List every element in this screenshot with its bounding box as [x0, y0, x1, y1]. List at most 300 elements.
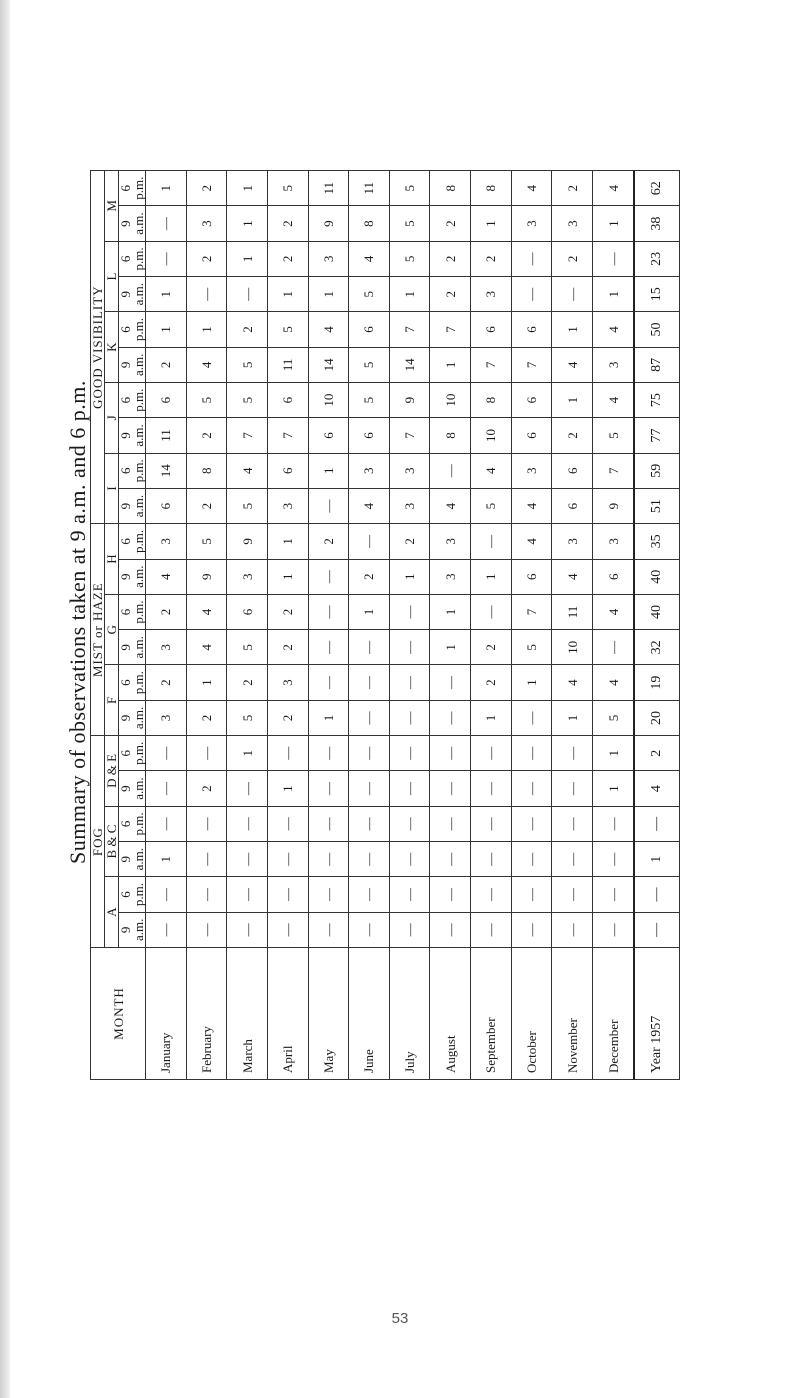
- count-cell: 2: [267, 630, 308, 665]
- hour-label: 6: [118, 396, 133, 404]
- count-cell: 1: [471, 559, 512, 594]
- count-cell: 6: [511, 559, 552, 594]
- count-cell: 7: [511, 594, 552, 629]
- count-cell: 1: [308, 277, 349, 312]
- period-label: a.m.: [131, 424, 146, 447]
- period-label: p.m.: [131, 600, 146, 624]
- count-cell: 7: [227, 418, 268, 453]
- count-cell: 4: [511, 171, 552, 206]
- count-cell: 5: [186, 383, 227, 418]
- count-cell: 6: [511, 312, 552, 347]
- period-label: p.m.: [131, 882, 146, 907]
- group-header: D & E: [105, 736, 119, 807]
- hour-label: 9: [118, 926, 133, 934]
- count-cell: —: [471, 806, 512, 841]
- hour-label: 6: [118, 608, 133, 616]
- month-label: July: [389, 948, 430, 1080]
- count-cell: 1: [267, 559, 308, 594]
- time-subheader: [119, 630, 146, 665]
- count-cell: —: [511, 877, 552, 912]
- count-cell: 6: [227, 594, 268, 629]
- count-cell: 1: [146, 312, 187, 347]
- count-cell: —: [227, 806, 268, 841]
- count-cell: 6: [511, 383, 552, 418]
- scan-edge: [0, 0, 10, 1398]
- count-cell: 20: [634, 700, 679, 735]
- count-cell: 1: [227, 241, 268, 276]
- count-cell: 2: [267, 241, 308, 276]
- count-cell: —: [389, 842, 430, 877]
- count-cell: 2: [430, 206, 471, 241]
- count-cell: 1: [308, 700, 349, 735]
- count-cell: 2: [186, 488, 227, 523]
- count-cell: —: [349, 806, 390, 841]
- count-cell: —: [430, 665, 471, 700]
- count-cell: —: [308, 842, 349, 877]
- count-cell: —: [146, 912, 187, 947]
- month-label: November: [552, 948, 593, 1080]
- count-cell: 5: [349, 277, 390, 312]
- hour-label: 6: [118, 467, 133, 475]
- count-cell: 3: [471, 277, 512, 312]
- count-cell: 4: [349, 241, 390, 276]
- table-title: Summary of observations taken at 9 a.m. and 6 p.m.: [65, 380, 90, 864]
- month-label: September: [471, 948, 512, 1080]
- count-cell: 2: [430, 277, 471, 312]
- count-cell: 4: [227, 453, 268, 488]
- count-cell: 5: [267, 312, 308, 347]
- page-number: 53: [391, 1310, 409, 1327]
- count-cell: —: [349, 665, 390, 700]
- count-cell: 3: [186, 206, 227, 241]
- count-cell: —: [552, 912, 593, 947]
- count-cell: —: [552, 842, 593, 877]
- group-header: L: [105, 241, 119, 312]
- count-cell: —: [471, 912, 512, 947]
- count-cell: 3: [511, 206, 552, 241]
- count-cell: 6: [349, 418, 390, 453]
- count-cell: 3: [430, 559, 471, 594]
- count-cell: 4: [511, 488, 552, 523]
- count-cell: 4: [186, 594, 227, 629]
- time-subheader: [119, 665, 146, 700]
- time-subheader: [119, 383, 146, 418]
- count-cell: 3: [267, 488, 308, 523]
- table-row: [592, 171, 634, 1080]
- count-cell: 5: [227, 347, 268, 382]
- count-cell: —: [349, 700, 390, 735]
- period-label: p.m.: [131, 317, 146, 342]
- month-label: June: [349, 948, 390, 1080]
- hour-label: 6: [118, 255, 133, 263]
- count-cell: —: [308, 665, 349, 700]
- count-cell: 38: [634, 206, 679, 241]
- month-label: Year 1957: [634, 948, 679, 1080]
- count-cell: 2: [146, 594, 187, 629]
- time-subheader: [119, 453, 146, 488]
- count-cell: 1: [267, 524, 308, 559]
- count-cell: —: [349, 736, 390, 771]
- period-label: p.m.: [131, 388, 146, 412]
- hour-label: 6: [118, 679, 133, 686]
- month-label: December: [592, 948, 634, 1080]
- count-cell: 4: [552, 665, 593, 700]
- count-cell: 1: [308, 453, 349, 488]
- hour-label: 9: [118, 290, 133, 298]
- hour-label: 6: [118, 184, 133, 192]
- count-cell: —: [227, 277, 268, 312]
- hour-label: 6: [118, 326, 133, 333]
- count-cell: 7: [592, 453, 634, 488]
- count-cell: —: [389, 771, 430, 806]
- count-cell: 2: [430, 241, 471, 276]
- hour-label: 9: [118, 361, 133, 369]
- count-cell: 1: [471, 206, 512, 241]
- count-cell: —: [471, 842, 512, 877]
- period-label: a.m.: [131, 848, 146, 871]
- count-cell: —: [511, 241, 552, 276]
- count-cell: 10: [430, 383, 471, 418]
- count-cell: 4: [308, 312, 349, 347]
- count-cell: 1: [552, 700, 593, 735]
- period-label: p.m.: [131, 812, 146, 836]
- count-cell: —: [389, 877, 430, 912]
- month-label: October: [511, 948, 552, 1080]
- mist-haze-header: MIST or HAZE: [91, 524, 105, 736]
- count-cell: 14: [389, 347, 430, 382]
- count-cell: 5: [389, 206, 430, 241]
- table-row: [430, 171, 471, 1080]
- count-cell: —: [146, 877, 187, 912]
- count-cell: 2: [349, 559, 390, 594]
- count-cell: —: [308, 877, 349, 912]
- count-cell: —: [430, 912, 471, 947]
- visibility-summary-table: [90, 170, 680, 1080]
- count-cell: 50: [634, 312, 679, 347]
- table-row: [349, 171, 390, 1080]
- count-cell: 6: [308, 418, 349, 453]
- count-cell: 3: [308, 241, 349, 276]
- count-cell: 5: [592, 700, 634, 735]
- group-header: K: [105, 312, 119, 383]
- count-cell: 4: [592, 665, 634, 700]
- count-cell: —: [349, 912, 390, 947]
- time-subheader: [119, 594, 146, 629]
- count-cell: 3: [146, 630, 187, 665]
- period-label: p.m.: [131, 459, 146, 483]
- count-cell: 7: [511, 347, 552, 382]
- hour-label: 9: [118, 432, 133, 439]
- month-label: May: [308, 948, 349, 1080]
- count-cell: 8: [186, 453, 227, 488]
- count-cell: 75: [634, 383, 679, 418]
- count-cell: 6: [511, 418, 552, 453]
- count-cell: 2: [552, 418, 593, 453]
- month-label: March: [227, 948, 268, 1080]
- month-label: April: [267, 948, 308, 1080]
- count-cell: —: [186, 842, 227, 877]
- period-label: p.m.: [131, 741, 146, 765]
- count-cell: 1: [552, 312, 593, 347]
- group-header: H: [105, 524, 119, 595]
- count-cell: —: [146, 241, 187, 276]
- count-cell: 7: [389, 312, 430, 347]
- count-cell: 6: [146, 488, 187, 523]
- count-cell: —: [186, 277, 227, 312]
- time-subheader: [119, 912, 146, 947]
- count-cell: 4: [186, 630, 227, 665]
- count-cell: —: [146, 206, 187, 241]
- count-cell: 5: [227, 630, 268, 665]
- fog-header: FOG: [91, 736, 105, 948]
- table-row: [511, 171, 552, 1080]
- count-cell: 4: [511, 524, 552, 559]
- count-cell: 40: [634, 559, 679, 594]
- count-cell: 6: [349, 312, 390, 347]
- count-cell: 8: [349, 206, 390, 241]
- time-subheader: [119, 418, 146, 453]
- count-cell: 1: [430, 594, 471, 629]
- count-cell: 35: [634, 524, 679, 559]
- count-cell: 6: [146, 383, 187, 418]
- count-cell: —: [471, 736, 512, 771]
- time-subheader: [119, 312, 146, 347]
- count-cell: 40: [634, 594, 679, 629]
- count-cell: —: [634, 912, 679, 947]
- count-cell: 4: [146, 559, 187, 594]
- count-cell: —: [146, 806, 187, 841]
- count-cell: —: [389, 594, 430, 629]
- count-cell: 2: [634, 736, 679, 771]
- count-cell: 14: [308, 347, 349, 382]
- count-cell: —: [308, 594, 349, 629]
- count-cell: 10: [471, 418, 512, 453]
- count-cell: 1: [186, 665, 227, 700]
- count-cell: 5: [389, 171, 430, 206]
- count-cell: 5: [227, 383, 268, 418]
- hour-label: 6: [118, 891, 133, 898]
- count-cell: —: [430, 806, 471, 841]
- count-cell: —: [349, 771, 390, 806]
- count-cell: 5: [227, 700, 268, 735]
- period-label: p.m.: [131, 529, 146, 553]
- count-cell: 3: [592, 347, 634, 382]
- count-cell: 4: [349, 488, 390, 523]
- hour-label: 6: [118, 820, 133, 828]
- month-label: February: [186, 948, 227, 1080]
- count-cell: 4: [471, 453, 512, 488]
- hour-label: 6: [118, 538, 133, 545]
- count-cell: —: [308, 630, 349, 665]
- count-cell: —: [592, 877, 634, 912]
- count-cell: 9: [227, 524, 268, 559]
- count-cell: —: [511, 736, 552, 771]
- count-cell: 2: [146, 665, 187, 700]
- time-subheader: [119, 559, 146, 594]
- count-cell: —: [511, 277, 552, 312]
- group-header: G: [105, 594, 119, 665]
- count-cell: 5: [511, 630, 552, 665]
- count-cell: —: [552, 806, 593, 841]
- hour-label: 9: [118, 644, 133, 651]
- period-label: a.m.: [131, 565, 146, 588]
- count-cell: 11: [552, 594, 593, 629]
- period-label: a.m.: [131, 777, 146, 800]
- count-cell: 1: [227, 171, 268, 206]
- count-cell: 4: [592, 594, 634, 629]
- count-cell: —: [227, 842, 268, 877]
- count-cell: 7: [471, 347, 512, 382]
- count-cell: —: [267, 806, 308, 841]
- count-cell: —: [552, 277, 593, 312]
- hour-label: 9: [118, 855, 133, 863]
- count-cell: 1: [634, 842, 679, 877]
- count-cell: 7: [430, 312, 471, 347]
- count-cell: 1: [592, 736, 634, 771]
- count-cell: 1: [592, 771, 634, 806]
- count-cell: 1: [430, 347, 471, 382]
- count-cell: —: [349, 630, 390, 665]
- count-cell: —: [308, 771, 349, 806]
- count-cell: —: [430, 700, 471, 735]
- count-cell: 3: [146, 700, 187, 735]
- count-cell: 4: [552, 347, 593, 382]
- time-subheader: [119, 806, 146, 841]
- count-cell: —: [592, 630, 634, 665]
- table-row: [227, 171, 268, 1080]
- count-cell: —: [552, 736, 593, 771]
- count-cell: 2: [186, 700, 227, 735]
- count-cell: —: [349, 842, 390, 877]
- count-cell: 19: [634, 665, 679, 700]
- count-cell: 1: [389, 559, 430, 594]
- time-subheader: [119, 771, 146, 806]
- count-cell: 3: [552, 524, 593, 559]
- count-cell: —: [389, 665, 430, 700]
- count-cell: —: [186, 736, 227, 771]
- count-cell: —: [349, 877, 390, 912]
- count-cell: —: [430, 842, 471, 877]
- count-cell: 4: [592, 312, 634, 347]
- count-cell: 1: [552, 383, 593, 418]
- month-label: August: [430, 948, 471, 1080]
- count-cell: 2: [186, 171, 227, 206]
- count-cell: —: [471, 524, 512, 559]
- count-cell: 2: [389, 524, 430, 559]
- count-cell: —: [227, 912, 268, 947]
- count-cell: —: [146, 771, 187, 806]
- table-row: [186, 171, 227, 1080]
- count-cell: 5: [592, 418, 634, 453]
- count-cell: 59: [634, 453, 679, 488]
- period-label: p.m.: [131, 671, 146, 695]
- period-label: a.m.: [131, 636, 146, 659]
- count-cell: —: [471, 771, 512, 806]
- group-header: B & C: [105, 806, 119, 877]
- count-cell: —: [186, 806, 227, 841]
- count-cell: 1: [592, 277, 634, 312]
- table-row: [146, 171, 187, 1080]
- count-cell: —: [267, 877, 308, 912]
- count-cell: 3: [511, 453, 552, 488]
- count-cell: 4: [430, 488, 471, 523]
- count-cell: 2: [471, 665, 512, 700]
- count-cell: —: [308, 736, 349, 771]
- count-cell: 11: [349, 171, 390, 206]
- count-cell: —: [308, 559, 349, 594]
- count-cell: 7: [389, 418, 430, 453]
- count-cell: —: [389, 736, 430, 771]
- period-label: p.m.: [131, 247, 146, 271]
- count-cell: —: [308, 912, 349, 947]
- count-cell: —: [186, 912, 227, 947]
- count-cell: —: [389, 806, 430, 841]
- count-cell: 4: [592, 171, 634, 206]
- period-label: a.m.: [131, 212, 146, 235]
- count-cell: 3: [349, 453, 390, 488]
- count-cell: 8: [430, 418, 471, 453]
- count-cell: 77: [634, 418, 679, 453]
- count-cell: 3: [552, 206, 593, 241]
- table-row: [552, 171, 593, 1080]
- table-row: [389, 171, 430, 1080]
- count-cell: 2: [471, 630, 512, 665]
- count-cell: 1: [349, 594, 390, 629]
- count-cell: 10: [308, 383, 349, 418]
- month-header: MONTH: [91, 948, 146, 1080]
- count-cell: —: [634, 806, 679, 841]
- count-cell: 5: [227, 488, 268, 523]
- count-cell: —: [430, 771, 471, 806]
- count-cell: —: [592, 241, 634, 276]
- table-row: [267, 171, 308, 1080]
- count-cell: 23: [634, 241, 679, 276]
- table-row: [634, 171, 679, 1080]
- count-cell: 3: [389, 488, 430, 523]
- period-label: p.m.: [131, 176, 146, 200]
- count-cell: 5: [267, 171, 308, 206]
- count-cell: 3: [430, 524, 471, 559]
- time-subheader: [119, 277, 146, 312]
- hour-label: 9: [118, 714, 133, 722]
- count-cell: 3: [227, 559, 268, 594]
- count-cell: —: [430, 877, 471, 912]
- count-cell: 5: [349, 347, 390, 382]
- count-cell: —: [511, 771, 552, 806]
- count-cell: 1: [511, 665, 552, 700]
- count-cell: 5: [471, 488, 512, 523]
- group-header: J: [105, 383, 119, 454]
- count-cell: 5: [389, 241, 430, 276]
- count-cell: 3: [146, 524, 187, 559]
- count-cell: 11: [267, 347, 308, 382]
- group-header: F: [105, 665, 119, 736]
- count-cell: 11: [146, 418, 187, 453]
- count-cell: —: [511, 700, 552, 735]
- count-cell: —: [592, 842, 634, 877]
- count-cell: 2: [267, 206, 308, 241]
- count-cell: —: [227, 771, 268, 806]
- count-cell: 2: [552, 171, 593, 206]
- count-cell: 11: [308, 171, 349, 206]
- count-cell: 51: [634, 488, 679, 523]
- count-cell: 5: [349, 383, 390, 418]
- hour-label: 9: [118, 573, 133, 580]
- count-cell: 9: [186, 559, 227, 594]
- hour-label: 9: [118, 502, 133, 510]
- count-cell: —: [511, 842, 552, 877]
- count-cell: 6: [592, 559, 634, 594]
